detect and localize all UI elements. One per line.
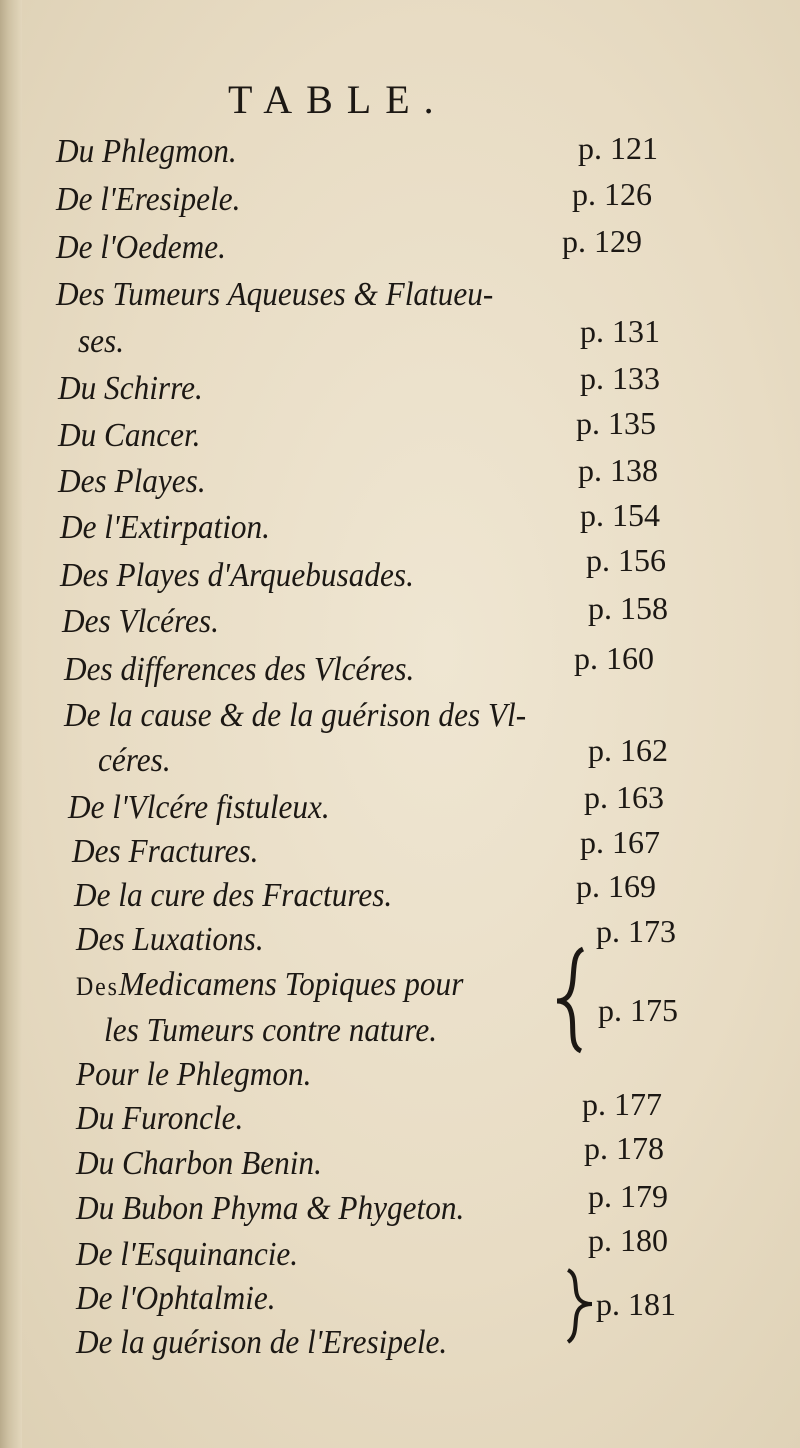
show-through-decoration xyxy=(330,140,337,165)
toc-entry-text: De l'Oedeme. xyxy=(56,229,226,266)
toc-entry-text: De l'Eresipele. xyxy=(56,181,241,218)
toc-entry-text: De l'Ophtalmie. xyxy=(76,1280,276,1317)
toc-entry-page: p. 135 xyxy=(576,405,656,441)
page-gutter xyxy=(0,0,22,1448)
toc-entry-text: Du Schirre. xyxy=(58,370,203,407)
toc-entry-text: Du Cancer. xyxy=(58,417,201,454)
toc-entry-text: De la cure des Fractures. xyxy=(74,877,393,914)
toc-entry-page: p. 167 xyxy=(580,824,660,860)
toc-entry-text: Du Charbon Benin. xyxy=(76,1145,322,1182)
toc-entry-text: Des Fractures. xyxy=(72,833,259,870)
toc-entry-text: Du Phlegmon. xyxy=(56,133,237,170)
toc-entry-continuation: céres. xyxy=(98,742,171,779)
toc-entry-text: De l'Vlcére fistuleux. xyxy=(68,789,330,826)
toc-entry-page: p. 138 xyxy=(578,452,658,488)
toc-entry-page: p. 129 xyxy=(562,223,642,259)
toc-entry-text: Des Tumeurs Aqueuses & Flatueu- xyxy=(56,276,494,313)
toc-entry-page: p. 162 xyxy=(588,732,668,768)
toc-entry-text: Du Furoncle. xyxy=(76,1100,244,1137)
toc-entry-page: p. 163 xyxy=(584,779,664,815)
curly-brace-icon xyxy=(558,1266,594,1346)
toc-entry-page: p. 173 xyxy=(596,913,676,949)
toc-entry-text: De la cause & de la guérison des Vl- xyxy=(64,697,527,734)
toc-entry-page: p. 121 xyxy=(578,130,658,166)
toc-entry-page: p. 178 xyxy=(584,1130,664,1166)
toc-entry-text: Pour le Phlegmon. xyxy=(76,1056,312,1093)
toc-entry-text: De l'Extirpation. xyxy=(60,509,270,546)
toc-entry-page: p. 181 xyxy=(596,1286,676,1322)
toc-entry-page: p. 156 xyxy=(586,542,666,578)
toc-entry-text: De l'Esquinancie. xyxy=(76,1236,299,1273)
toc-entry-text: Des Vlcéres. xyxy=(62,603,219,640)
toc-entry-page: p. 177 xyxy=(582,1086,662,1122)
toc-entry-page: p. 169 xyxy=(576,868,656,904)
toc-entry-page: p. 158 xyxy=(588,590,668,626)
toc-entry-page: p. 160 xyxy=(574,640,654,676)
curly-brace-icon xyxy=(555,945,595,1055)
toc-entry-text-main: Medicamens Topiques pour xyxy=(118,966,464,1003)
toc-entry-text: Des Luxations. xyxy=(76,921,264,958)
toc-entry-page: p. 133 xyxy=(580,360,660,396)
toc-entry-text: De la guérison de l'Eresipele. xyxy=(76,1324,448,1361)
toc-entry-text: Des Playes d'Arquebusades. xyxy=(60,557,414,594)
toc-entry-text: Du Bubon Phyma & Phygeton. xyxy=(76,1190,465,1227)
toc-entry-page: p. 126 xyxy=(572,176,652,212)
toc-entry-text: Des Playes. xyxy=(58,463,206,500)
page-title: TABLE. xyxy=(228,77,448,122)
small-caps-prefix: Des xyxy=(76,972,119,1001)
toc-entry-page: p. 154 xyxy=(580,497,660,533)
toc-entry-text xyxy=(76,966,463,1004)
toc-entry-page: p. 175 xyxy=(598,992,678,1028)
toc-entry-text: Des differences des Vlcéres. xyxy=(64,651,415,688)
toc-entry-continuation: ses. xyxy=(78,323,125,360)
toc-entry-continuation: les Tumeurs contre nature. xyxy=(104,1012,438,1049)
toc-entry-page: p. 131 xyxy=(580,313,660,349)
toc-entry-page: p. 179 xyxy=(588,1178,668,1214)
toc-entry-page: p. 180 xyxy=(588,1222,668,1258)
